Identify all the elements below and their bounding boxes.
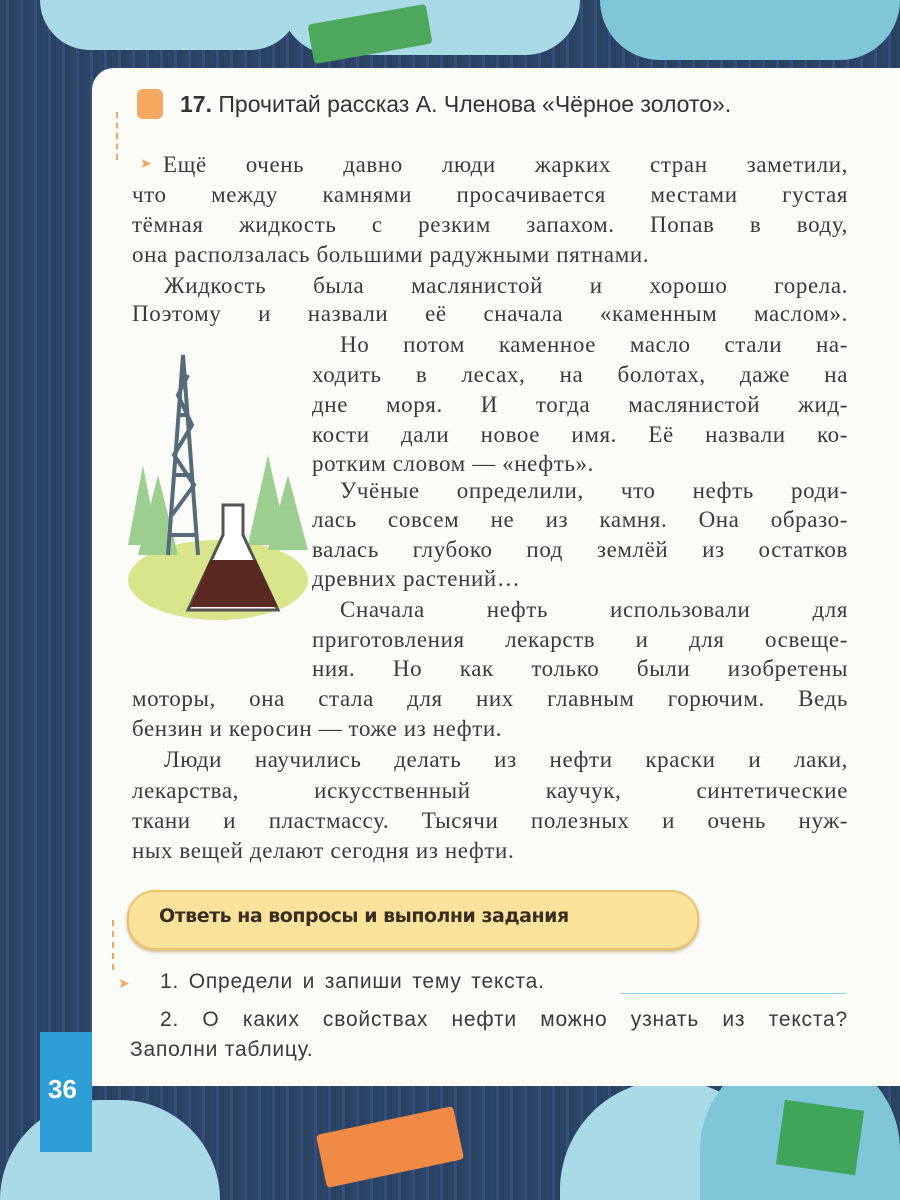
section-header — [127, 890, 699, 950]
text-line: Жидкость была маслянистой и хорошо горела. — [164, 273, 848, 298]
page-number-tab — [40, 1032, 92, 1152]
text-line: дне моря. И тогда маслянистой жид- — [312, 392, 848, 417]
text-line: ткани и пластмассу. Тысячи полезных и очень нуж- — [132, 808, 848, 833]
task-text: Прочитай рассказ А. Членова «Чёрное золото». — [218, 91, 732, 117]
cloud-decoration — [40, 0, 300, 50]
text-line: тёмная жидкость с резким запахом. Попав в воду, — [132, 212, 848, 237]
text-line: Но потом каменное масло стали на- — [340, 332, 848, 357]
text-line: валась глубоко под землёй из остатков — [312, 537, 848, 562]
text-line: Ещё очень давно люди жарких стран заметили, — [163, 152, 848, 177]
text-line: бензин и керосин — тоже из нефти. — [132, 716, 503, 741]
text-line: ния. Но как только были изобретены — [312, 656, 848, 681]
cloud-decoration — [600, 0, 900, 60]
question-2: 2. О каких свойствах нефти можно узнать из текста? — [160, 1008, 848, 1031]
answer-input-line[interactable] — [620, 993, 846, 994]
text-line: лекарства, искусственный каучук, синтетические — [132, 778, 848, 803]
text-line: ходить в лесах, на болотах, даже на — [312, 362, 848, 387]
text-line: древних растений… — [312, 566, 521, 591]
text-line: что между камнями просачивается местами густая — [132, 182, 848, 207]
arrow-icon: ➤ — [140, 157, 152, 172]
text-line: ных вещей делают сегодня из нефти. — [132, 838, 515, 863]
dashed-connector — [112, 920, 114, 970]
text-line: приготовления лекарств и для освеще- — [312, 627, 848, 652]
text-line: ротким словом — «нефть». — [312, 451, 594, 476]
cloud-decoration — [0, 1100, 220, 1200]
task-marker-icon — [137, 89, 163, 119]
text-line: Поэтому и назвали её сначала «каменным маслом». — [132, 301, 848, 326]
text-line: кости дали новое имя. Её назвали ко- — [312, 422, 848, 447]
oil-derrick-illustration — [128, 345, 308, 635]
task-title — [180, 91, 731, 118]
text-line: Учёные определили, что нефть роди- — [340, 478, 848, 503]
task-number: 17. — [180, 91, 212, 117]
question-1: 1. Определи и запиши тему текста. — [160, 970, 545, 993]
book-illustration — [316, 1106, 464, 1188]
text-line: лась совсем не из камня. Она образо- — [312, 507, 848, 532]
book-illustration — [776, 1100, 864, 1176]
page-number: 36 — [48, 1074, 77, 1104]
arrow-icon: ➤ — [118, 977, 130, 992]
text-line: Сначала нефть использовали для — [340, 597, 848, 622]
question-2-continued: Заполни таблицу. — [130, 1038, 314, 1061]
text-line: Люди научились делать из нефти краски и лаки, — [164, 747, 848, 772]
section-header-text: Ответь на вопросы и выполни задания — [159, 905, 569, 927]
dashed-connector — [116, 112, 118, 160]
text-line: моторы, она стала для них главным горючим. Ведь — [132, 686, 848, 711]
text-line: она расползалась большими радужными пятнами. — [132, 242, 650, 267]
